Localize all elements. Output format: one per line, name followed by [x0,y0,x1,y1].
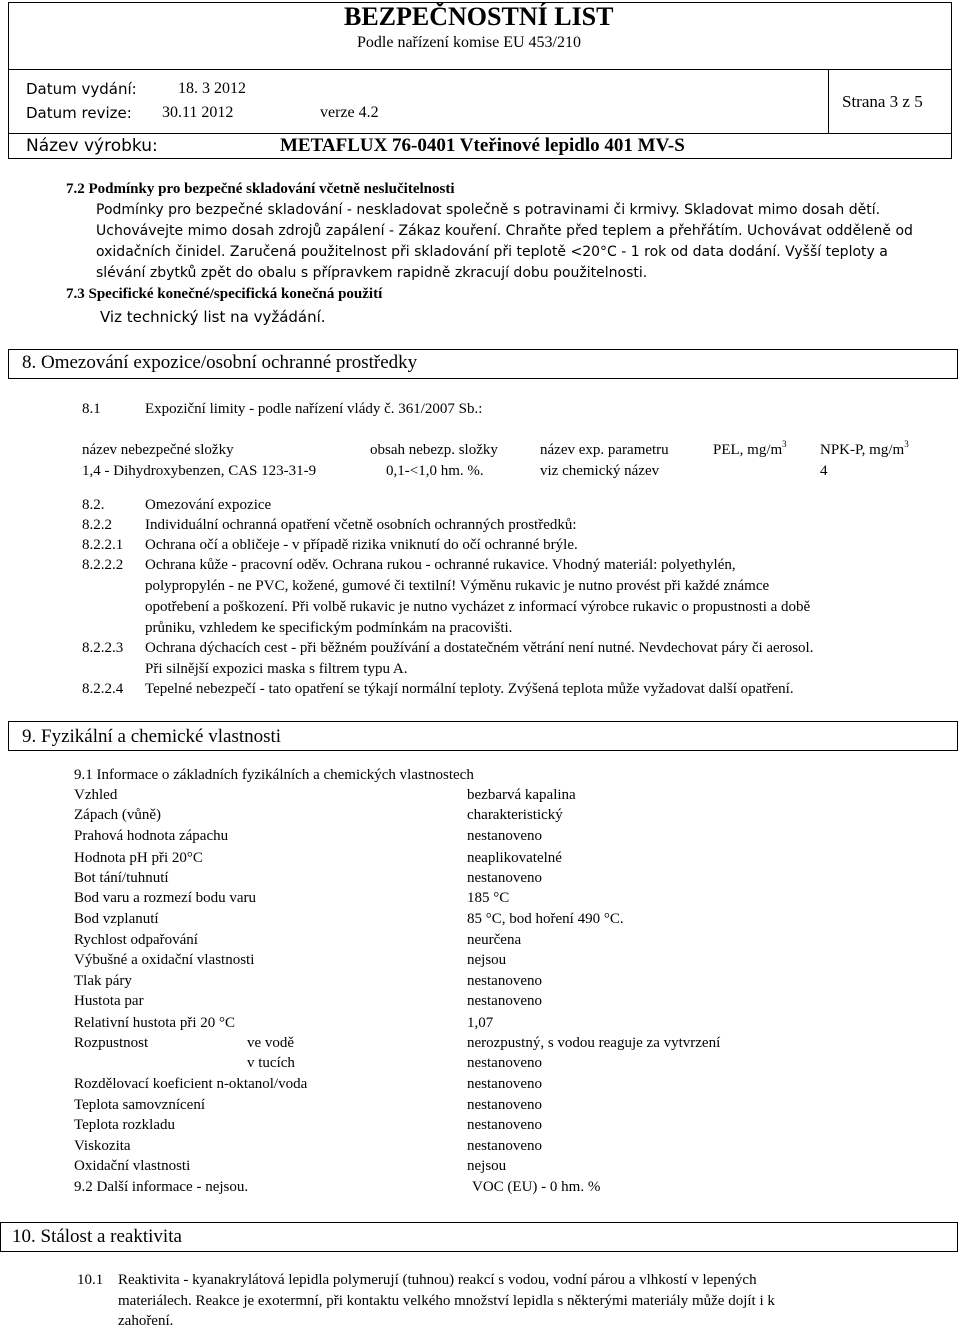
property-label: Tlak páry [74,973,132,989]
item-line: polypropylén - ne PVC, kožené, gumové či textilní! Výměnu rukavic je nutno provést při každé známce [145,578,770,594]
property-value: nestanoveno [467,828,542,844]
item-num: 8.2.2.2 [82,557,124,573]
paragraph-7-3: Viz technický list na vyžádání. [100,308,326,326]
item-line: Při silnější expozici maska s filtrem typu A. [145,661,408,677]
item-line: Ochrana dýchacích cest - při běžném používání a dostatečném větrání není nutné. Nevdechovat páry či aerosol. [145,640,814,656]
page-subtitle: Podle nařízení komise EU 453/210 [357,34,581,51]
property-label: Vzhled [74,787,118,803]
property-label: Viskozita [74,1138,131,1154]
property-sublabel: v tucích [247,1055,295,1071]
property-label: Rozdělovací koeficient n-oktanol/voda [74,1076,308,1092]
item-line: Tepelné nebezpečí - tato opatření se týkají normální teploty. Zvýšená teplota může vyžadovat další opatření. [145,681,794,697]
property-value: neaplikovatelné [467,850,562,866]
table-cell-content: 0,1-<1,0 hm. %. [386,463,484,479]
property-label: Teplota rozkladu [74,1117,175,1133]
property-value: nestanoveno [467,1138,542,1154]
item-num: 8.2.2 [82,517,112,533]
property-label: Hodnota pH při 20°C [74,850,203,866]
section-10-heading: 10. Stálost a reaktivita [12,1226,182,1247]
property-value: neurčena [467,932,522,948]
product-value: METAFLUX 76-0401 Vteřinové lepidlo 401 MV-S [280,135,685,156]
page-number: Strana 3 z 5 [842,92,923,111]
property-value: nestanoveno [467,1076,542,1092]
property-value: nestanoveno [467,993,542,1009]
property-label: Rychlost odpařování [74,932,198,948]
property-label: Bod vzplanutí [74,911,159,927]
property-value: nestanoveno [467,1055,542,1071]
item-num: 8.2.2.1 [82,537,124,553]
heading-7-3: 7.3 Specifické konečné/specifická konečná použití [66,286,383,302]
paragraph-line: zahoření. [118,1313,174,1329]
item-line: průniku, vzhledem ke specifickým podmínkám na pracovišti. [145,620,513,636]
table-header-param: název exp. parametru [540,442,669,458]
paragraph-line: slévání zbytků zpět do obalu s přípravkem rapidně zkracují dobu použitelnosti. [96,265,648,281]
property-label: Bod varu a rozmezí bodu varu [74,890,257,906]
property-label: Výbušné a oxidační vlastnosti [74,952,255,968]
property-value: nestanoveno [467,973,542,989]
property-value: 1,07 [467,1015,494,1031]
sub-8-1-num: 8.1 [82,401,101,417]
page-title: BEZPEČNOSTNÍ LIST [344,2,614,31]
header-divider [8,69,952,70]
table-header-name: název nebezpečné složky [82,442,234,458]
item-num: 8.2.2.3 [82,640,124,656]
table-header-content: obsah nebezp. složky [370,442,498,458]
item-line: Individuální ochranná opatření včetně osobních ochranných prostředků: [145,517,577,533]
item-num: 8.2. [82,497,105,513]
property-value: nerozpustný, s vodou reaguje za vytvrzení [467,1035,721,1051]
revision-value: 30.11 2012 [162,104,234,121]
paragraph-line: Uchovávejte mimo dosah zdrojů zapálení - Zákaz kouření. Chraňte před teplem a přehřátím. Uchovávat odděleně od [96,223,913,239]
sub-8-1-text: Expoziční limity - podle nařízení vlády č. 361/2007 Sb.: [145,401,483,417]
product-label: Název výrobku: [26,136,158,156]
property-value: bezbarvá kapalina [467,787,576,803]
table-header-pel: PEL, $mg/m^3$ [713,439,787,458]
property-value: nestanoveno [467,1117,542,1133]
item-line: Ochrana kůže - pracovní oděv. Ochrana rukou - ochranné rukavice. Vhodný materiál: polyethylén, [145,557,736,573]
property-label: Teplota samovznícení [74,1097,205,1113]
issue-value: 18. 3 2012 [178,80,246,97]
table-cell-npk: 4 [820,463,828,479]
version: verze 4.2 [320,104,379,121]
item-num: 8.2.2.4 [82,681,124,697]
property-label: Bot tání/tuhnutí [74,870,169,886]
sub-9-2: 9.2 Další informace - nejsou. [74,1179,249,1195]
item-line: opotřebení a poškození. Při volbě rukavic je nutno vycházet z informací výrobce rukavic o propustnosti a době [145,599,811,615]
table-header-npk: NPK-P, $mg/m^3$ [820,439,909,458]
property-value: charakteristický [467,807,563,823]
paragraph-line: Podmínky pro bezpečné skladování - neskladovat společně s potravinami či krmivy. Skladovat mimo dosah dětí. [96,202,881,218]
sub-9-1: 9.1 Informace o základních fyzikálních a chemických vlastnostech [74,767,474,783]
paragraph-line: oxidačních činidel. Zaručená použitelnost při skladování při teplotě <20°C - 1 rok od data dodání. Vyšší teploty a [96,244,888,260]
property-label: Zápach (vůně) [74,807,162,823]
property-label: Relativní hustota při 20 °C [74,1015,235,1031]
property-sublabel: ve vodě [247,1035,295,1051]
item-line: Ochrana očí a obličeje - v případě rizika vniknutí do očí ochranné brýle. [145,537,578,553]
table-cell-param: viz chemický název [540,463,660,479]
item-10-1-num: 10.1 [77,1272,104,1288]
property-label: Oxidační vlastnosti [74,1158,191,1174]
section-9-heading: 9. Fyzikální a chemické vlastnosti [22,726,282,747]
heading-7-2: 7.2 Podmínky pro bezpečné skladování včetně neslučitelnosti [66,181,455,197]
voc-value: VOC (EU) - 0 hm. % [472,1179,601,1195]
property-value: 85 °C, bod hoření 490 °C. [467,911,624,927]
item-line: Omezování expozice [145,497,272,513]
issue-label: Datum vydání: [26,80,137,98]
property-value: 185 °C [467,890,510,906]
property-label: Prahová hodnota zápachu [74,828,229,844]
section-8-heading: 8. Omezování expozice/osobní ochranné prostředky [22,352,418,373]
property-label: Rozpustnost [74,1035,149,1051]
revision-label: Datum revize: [26,104,132,122]
property-value: nejsou [467,952,507,968]
property-value: nestanoveno [467,870,542,886]
property-value: nestanoveno [467,1097,542,1113]
property-value: nejsou [467,1158,507,1174]
paragraph-line: Reaktivita - kyanakrylátová lepidla polymerují (tuhnou) reakcí s vodou, vodní párou a vlhkostí v lepených [118,1272,757,1288]
paragraph-line: materiálech. Reakce je exotermní, při kontaktu velkého množství lepidla s některými materiály může dojít i k [118,1293,775,1309]
table-cell-name: 1,4 - Dihydroxybenzen, CAS 123-31-9 [82,463,317,479]
header-divider-bottom [8,133,828,134]
property-label: Hustota par [74,993,144,1009]
